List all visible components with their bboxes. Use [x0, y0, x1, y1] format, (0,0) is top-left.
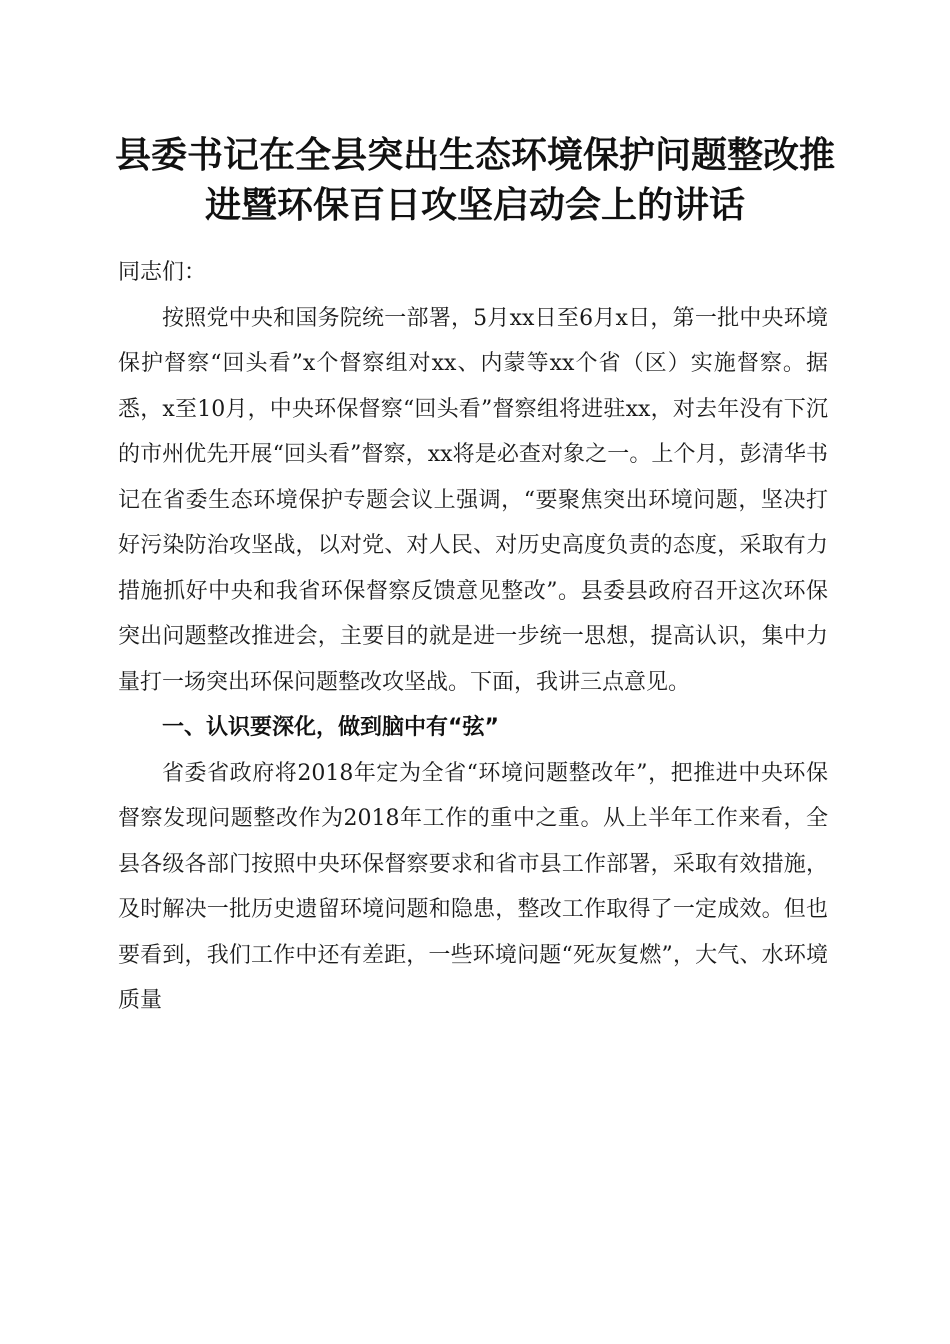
section-paragraph: 省委省政府将2018年定为全省“环境问题整改年”，把推进中央环保督察发现问题整改作为2018年工作的重中之重。从上半年工作来看，全县各级各部门按照中央环保督察要求和省市县工作部署，采取有效措施，及时解决一批历史遗留环境问题和隐患，整改工作取得了一定成效。但也要看到，我们工作中还有差距，一些环境问题“死灰复燃”，大气、水环境质量 [118, 760, 828, 1013]
section-heading: 一、认识要深化，做到脑中有“弦” [162, 715, 499, 740]
document-title: 县委书记在全县突出生态环境保护问题整改推 进暨环保百日攻坚启动会上的讲话 [114, 134, 835, 226]
salutation: 同志们： [118, 260, 207, 285]
intro-paragraph: 按照党中央和国务院统一部署，5月xx日至6月x日，第一批中央环境保护督察“回头看”x个督察组对xx、内蒙等xx个省（区）实施督察。据悉，x至10月，中央环保督察“回头看”督察组将进驻xx，对去年没有下沉的市州优先开展“回头看”督察，xx将是必查对象之一。上个月，彭清华书记在省委生态环境保护专题会议上强调，“要聚焦突出环境问题，坚决打好污染防治攻坚战，以对党、对人民、对历史高度负责的态度，采取有力措施抓好中央和我省环保督察反馈意见整改”。县委县政府召开这次环保突出问题整改推进会，主要目的就是进一步统一思想，提高认识，集中力量打一场突出环保问题整改攻坚战。下面，我讲三点意见。 [118, 305, 828, 695]
document-body [118, 250, 828, 1024]
